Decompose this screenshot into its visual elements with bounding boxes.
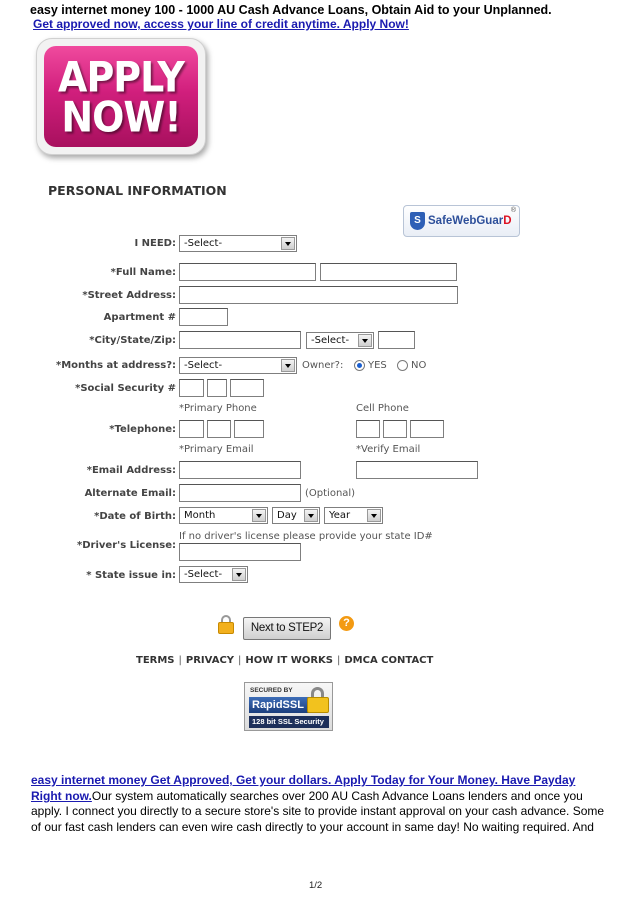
dmca-contact-link[interactable]: DMCA CONTACT [344, 655, 434, 666]
need-select-value: -Select- [184, 238, 223, 249]
chevron-down-icon [281, 237, 295, 250]
alternate-email-label: Alternate Email: [84, 488, 176, 499]
alternate-email-input[interactable] [179, 484, 301, 502]
lock-icon [218, 615, 234, 634]
need-label: I NEED: [134, 238, 176, 249]
ssn-label: *Social Security # [75, 383, 176, 394]
dob-year-value: Year [329, 510, 351, 521]
email-label: *Email Address: [86, 465, 176, 476]
phone-area-input[interactable] [179, 420, 204, 438]
months-select[interactable] [179, 357, 297, 374]
zip-input[interactable] [378, 331, 415, 349]
chevron-down-icon [358, 334, 372, 347]
dob-month-select[interactable] [179, 507, 268, 524]
full-name-label: *Full Name: [110, 267, 176, 278]
page-number: 1/2 [309, 880, 323, 891]
primary-email-hint: *Primary Email [179, 444, 254, 455]
apply-button-line1: APPLY [58, 52, 184, 101]
owner-yes-radio[interactable] [354, 360, 365, 371]
chevron-down-icon [367, 509, 381, 522]
apartment-input[interactable] [179, 308, 228, 326]
ssl-secured-by: SECURED BY [250, 687, 293, 694]
first-name-input[interactable] [179, 263, 316, 281]
badge-suffix: D [503, 215, 512, 227]
owner-no-label: NO [411, 360, 427, 371]
terms-link[interactable]: TERMS [136, 655, 175, 666]
page-title: easy internet money 100 - 1000 AU Cash Advance Loans, Obtain Aid to your Unplanned. [30, 3, 552, 17]
phone-prefix-input[interactable] [207, 420, 231, 438]
shield-icon: S [410, 212, 425, 230]
chevron-down-icon [252, 509, 266, 522]
apartment-label: Apartment # [103, 312, 176, 323]
safewebguard-badge [403, 205, 520, 237]
rapidssl-badge [244, 682, 333, 731]
body-line-2: apply. I connect you directly to a secure store's site to provide instant approval on your cash advance. Some [31, 804, 605, 818]
primary-phone-hint: *Primary Phone [179, 403, 257, 414]
cell-prefix-input[interactable] [383, 420, 407, 438]
body-link-2[interactable]: Right now. [31, 789, 92, 803]
drivers-license-label: *Driver's License: [77, 540, 176, 551]
state-select-value: -Select- [311, 335, 350, 346]
ssn-part2-input[interactable] [207, 379, 227, 397]
verify-email-input[interactable] [356, 461, 478, 479]
ssn-part3-input[interactable] [230, 379, 264, 397]
telephone-label: *Telephone: [109, 424, 176, 435]
last-name-input[interactable] [320, 263, 457, 281]
cell-area-input[interactable] [356, 420, 380, 438]
ssl-bits: 128 bit SSL Security [249, 716, 329, 728]
privacy-link[interactable]: PRIVACY [185, 655, 235, 666]
dob-year-select[interactable] [324, 507, 383, 524]
months-select-value: -Select- [184, 360, 223, 371]
help-icon[interactable]: ? [339, 616, 354, 631]
verify-email-hint: *Verify Email [356, 444, 421, 455]
drivers-license-input[interactable] [179, 543, 301, 561]
owner-yes-label: YES [368, 360, 387, 371]
padlock-icon [307, 687, 329, 713]
footer-links: TERMS | PRIVACY | HOW IT WORKS | DMCA CONTACT [136, 655, 434, 666]
license-hint: If no driver's license please provide your state ID# [179, 531, 433, 542]
dob-day-value: Day [277, 510, 297, 521]
ssn-part1-input[interactable] [179, 379, 204, 397]
dob-label: *Date of Birth: [94, 511, 176, 522]
city-input[interactable] [179, 331, 301, 349]
cell-line-input[interactable] [410, 420, 444, 438]
how-it-works-link[interactable]: HOW IT WORKS [245, 655, 333, 666]
next-step-button[interactable]: Next to STEP2 [243, 617, 331, 640]
dob-day-select[interactable] [272, 507, 320, 524]
owner-no-radio[interactable] [397, 360, 408, 371]
owner-label: Owner?: [302, 360, 344, 371]
email-input[interactable] [179, 461, 301, 479]
badge-prefix: Safe [428, 215, 453, 227]
chevron-down-icon [304, 509, 318, 522]
state-issue-select[interactable] [179, 566, 248, 583]
phone-line-input[interactable] [234, 420, 264, 438]
state-issue-value: -Select- [184, 569, 223, 580]
body-line-1: Our system automatically searches over 200 AU Cash Advance Loans lenders and once you [91, 789, 583, 803]
ssl-brand: RapidSSL [249, 697, 311, 713]
badge-middle: WebGuar [452, 215, 504, 227]
state-issue-label: * State issue in: [86, 570, 176, 581]
chevron-down-icon [232, 568, 246, 581]
optional-hint: (Optional) [305, 488, 356, 499]
cell-phone-hint: Cell Phone [356, 403, 409, 414]
body-paragraph [31, 772, 591, 804]
city-state-zip-label: *City/State/Zip: [89, 335, 176, 346]
dob-month-value: Month [184, 510, 216, 521]
apply-now-link[interactable]: Get approved now, access your line of credit anytime. Apply Now! [33, 17, 409, 31]
apply-now-button[interactable] [36, 38, 206, 155]
street-address-input[interactable] [179, 286, 458, 304]
body-link[interactable]: easy internet money Get Approved, Get your dollars. Apply Today for Your Money. Have Payday [31, 773, 576, 787]
need-select[interactable] [179, 235, 297, 252]
apply-button-line2: NOW! [61, 92, 181, 141]
chevron-down-icon [281, 359, 295, 372]
state-select[interactable] [306, 332, 374, 349]
body-line-3: of our fast cash lenders can even wire cash directly to your account in same day! No waiting required. And [31, 820, 594, 834]
badge-reg: ® [510, 207, 516, 214]
months-at-address-label: *Months at address?: [56, 360, 176, 371]
street-address-label: *Street Address: [82, 290, 176, 301]
personal-info-heading: PERSONAL INFORMATION [48, 183, 227, 198]
